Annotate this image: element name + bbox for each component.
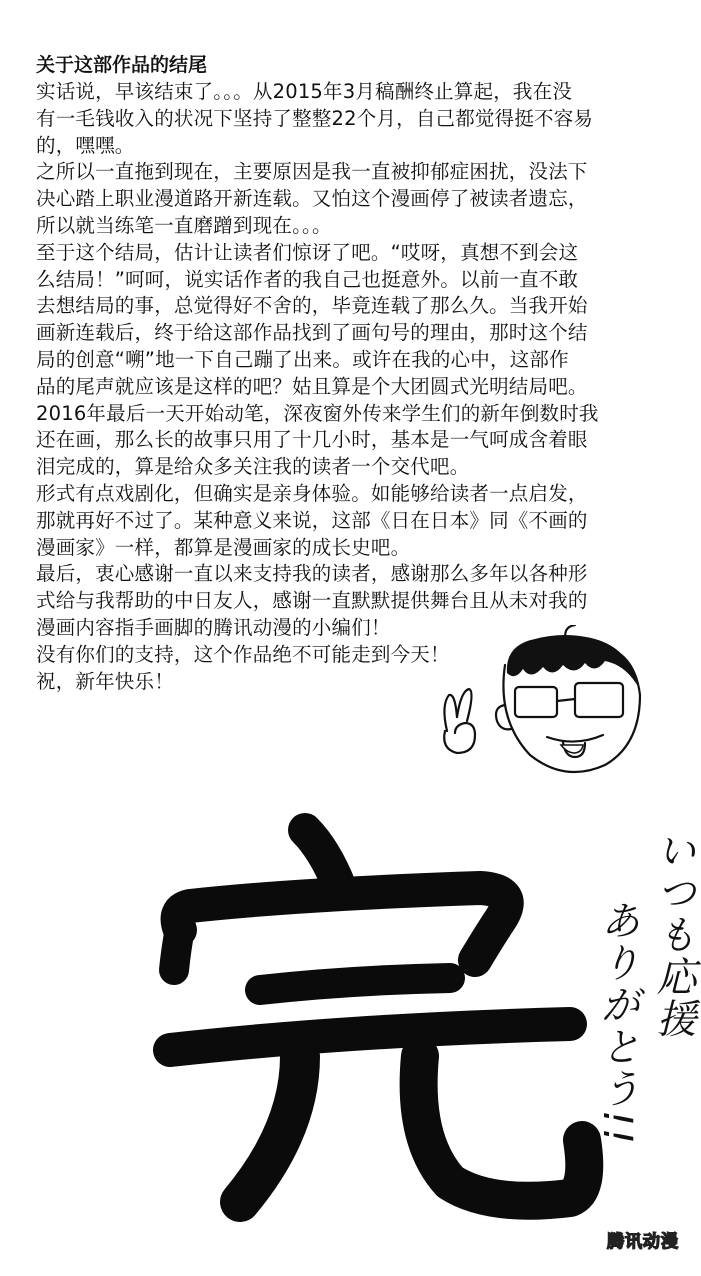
afterword-line: 至于这个结局，估计让读者们惊讶了吧。“哎呀，真想不到会这: [36, 240, 579, 264]
afterword-line: 式给与我帮助的中日友人，感谢一直默默提供舞台且从未对我的: [36, 589, 588, 613]
vertical-thanks-handwriting: [555, 820, 695, 1240]
afterword-line: 么结局！”呵呵，说实话作者的我自己也挺意外。以前一直不敢: [36, 267, 579, 291]
afterword-line: 最后，衷心感谢一直以来支持我的读者，感谢那么多年以各种形: [36, 562, 588, 586]
afterword-line: 祝，新年快乐！: [36, 669, 174, 693]
watermark-logo: 腾讯动漫: [607, 1232, 679, 1252]
afterword-line: 品的尾声就应该是这样的吧？姑且算是个大团圆式光明结局吧。: [36, 374, 588, 398]
afterword-line: 所以就当练笔一直磨蹭到现在。。。: [36, 213, 332, 237]
thanks-column-1: いつも応援: [650, 830, 696, 1040]
author-face-peace-sign-icon: [435, 625, 660, 785]
thanks-column-2: ありがとう!!: [594, 900, 640, 1147]
afterword-body: [36, 79, 676, 695]
afterword-title: 关于这部作品的结尾: [36, 54, 208, 76]
afterword-line: 去想结局的事，总觉得好不舍的，毕竟连载了那么久。当我开始: [36, 294, 588, 318]
afterword-text-block: [36, 52, 676, 695]
afterword-line: 决心踏上职业漫道路开新连载。又怕这个漫画停了被读者遗忘，: [36, 187, 588, 211]
afterword-line: 形式有点戏剧化，但确实是亲身体验。如能够给读者一点启发，: [36, 481, 588, 505]
end-kanji-mark: [150, 810, 610, 1230]
afterword-line: 那就再好不过了。某种意义来说，这部《日在日本》同《不画的: [36, 508, 588, 532]
afterword-line: 的，嘿嘿。: [36, 133, 135, 157]
afterword-line: 没有你们的支持，这个作品绝不可能走到今天！: [36, 642, 450, 666]
afterword-line: 实话说，早该结束了。。。从2015年3月稿酬终止算起，我在没: [36, 80, 573, 103]
afterword-line: 2016年最后一天开始动笔，深夜窗外传来学生们的新年倒数时我: [36, 401, 599, 425]
afterword-line: 还在画，那么长的故事只用了十几小时，基本是一气呵成含着眼: [36, 428, 588, 452]
afterword-line: 局的创意“嗍”地一下自己蹦了出来。或许在我的心中，这部作: [36, 347, 569, 371]
afterword-line: 漫画家》一样，都算是漫画家的成长史吧。: [36, 535, 411, 559]
afterword-line: 之所以一直拖到现在，主要原因是我一直被抑郁症困扰，没法下: [36, 160, 588, 184]
afterword-line: 漫画内容指手画脚的腾讯动漫的小编们！: [36, 615, 391, 639]
afterword-line: 画新连载后，终于给这部作品找到了画句号的理由，那时这个结: [36, 321, 588, 345]
afterword-line: 泪完成的，算是给众多关注我的读者一个交代吧。: [36, 455, 470, 479]
afterword-line: 有一毛钱收入的状况下坚持了整整22个月，自己都觉得挺不容易: [36, 106, 594, 130]
